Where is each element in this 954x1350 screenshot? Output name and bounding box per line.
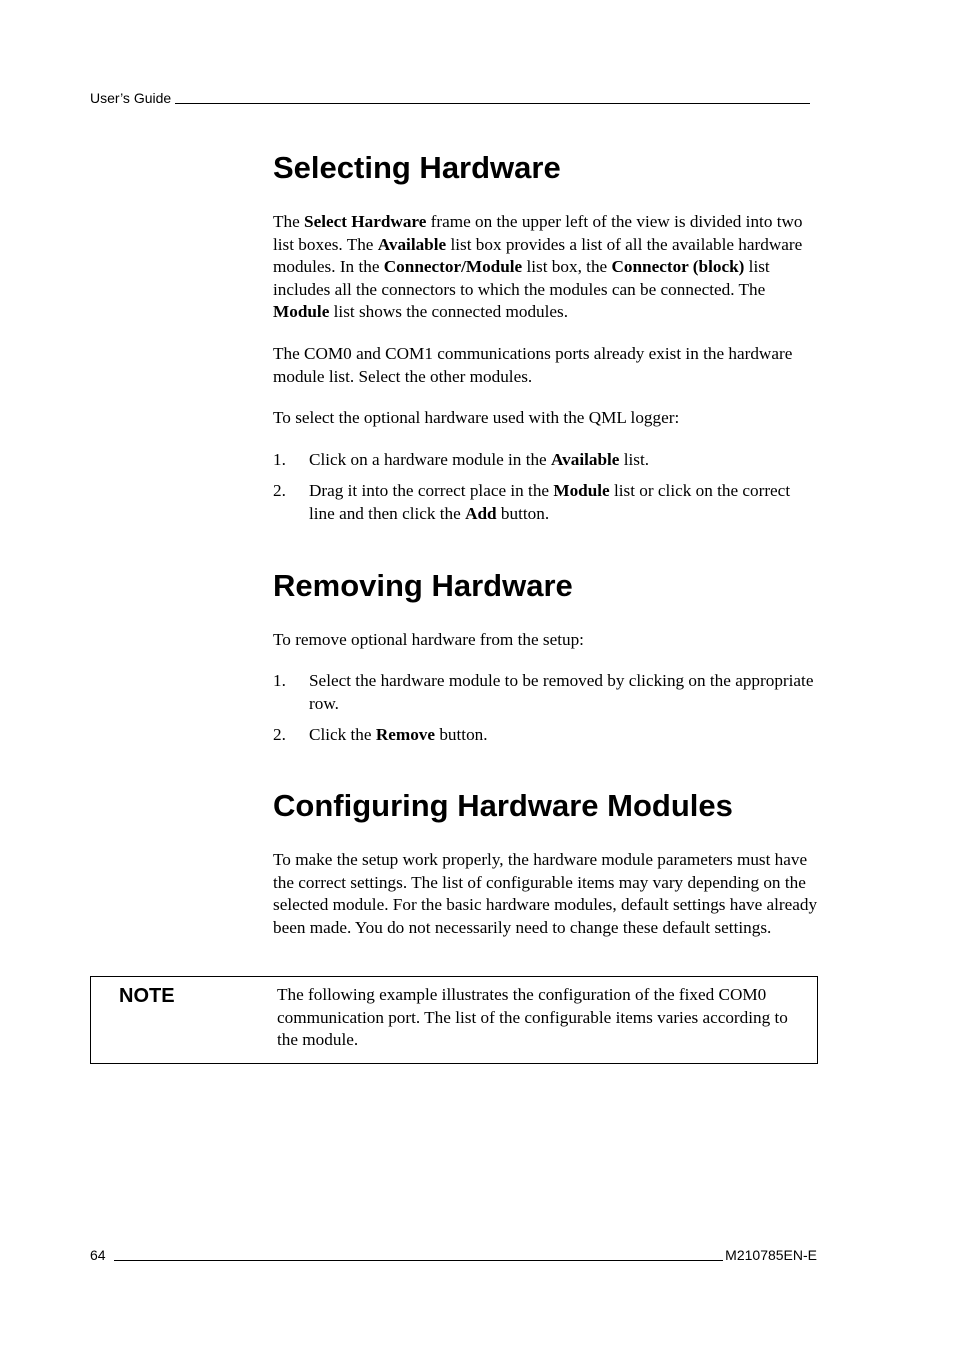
bold-term: Add xyxy=(465,503,497,523)
heading-selecting-hardware: Selecting Hardware xyxy=(273,150,561,185)
text: Click the xyxy=(309,725,376,745)
list-item xyxy=(273,480,818,525)
text: button. xyxy=(496,503,550,523)
text: list box, the xyxy=(522,257,612,277)
bold-term: Available xyxy=(551,449,620,469)
text: Select the hardware module to be removed by clicking on the appropriate row. xyxy=(309,671,814,713)
page-content xyxy=(273,148,818,958)
list-item xyxy=(273,449,818,472)
note-box xyxy=(90,976,818,1064)
bold-term: Available xyxy=(377,234,447,254)
list-item xyxy=(273,724,818,747)
heading-configuring-hardware-modules: Configuring Hardware Modules xyxy=(273,787,733,823)
paragraph-com-ports: The COM0 and COM1 communications ports already exist in the hardware module list. Select the other modules. xyxy=(273,343,793,386)
remove-steps-list xyxy=(273,670,818,747)
paragraph-select-steps-intro: To select the optional hardware used with the QML logger: xyxy=(273,408,680,428)
text: list box provides a list of all the available hardware modules. In the xyxy=(273,234,803,277)
paragraph-remove-intro: To remove optional hardware from the setup: xyxy=(273,629,584,649)
bold-term: Select Hardware xyxy=(304,212,427,231)
header-rule xyxy=(175,103,810,104)
note-label: NOTE xyxy=(119,985,175,1007)
step-number: 1. xyxy=(273,671,286,691)
step-number: 1. xyxy=(273,449,286,469)
header-title: User’s Guide xyxy=(90,90,172,106)
running-header xyxy=(90,86,810,106)
text: Click on a hardware module in the xyxy=(309,449,551,469)
text: list or click on the correct line and then click the xyxy=(309,481,791,523)
step-number: 2. xyxy=(273,481,286,501)
heading-removing-hardware: Removing Hardware xyxy=(273,567,573,603)
text: button. xyxy=(435,725,488,745)
text: list includes all the connectors to which the modules can be connected. The xyxy=(273,257,770,299)
bold-term: Connector (block) xyxy=(611,257,745,277)
paragraph-select-hardware-intro xyxy=(273,211,818,324)
text: list. xyxy=(619,449,650,469)
bold-term: Module xyxy=(273,302,330,322)
text: list shows the connected modules. xyxy=(329,302,569,322)
list-item xyxy=(273,670,818,715)
running-footer xyxy=(90,1243,817,1263)
bold-term: Module xyxy=(553,481,610,501)
paragraph-configure-intro: To make the setup work properly, the hardware module parameters must have the correct settings. The list of configurable items may vary depending on the selected module. For the basic hardware modules, default settings have already been made. You do not necessarily need to change these default settings. xyxy=(273,849,818,937)
text: frame on the upper left of the view is divided into two list boxes. The xyxy=(273,212,803,254)
doc-code: M210785EN-E xyxy=(725,1247,817,1263)
footer-rule xyxy=(114,1260,724,1261)
note-text: The following example illustrates the configuration of the fixed COM0 communication port. The list of the configurable items varies according to the module. xyxy=(277,985,788,1050)
page-number: 64 xyxy=(90,1247,106,1263)
bold-term: Remove xyxy=(375,725,436,745)
select-steps-list xyxy=(273,449,818,526)
text: The xyxy=(273,212,305,231)
bold-term: Connector/Module xyxy=(383,257,523,277)
step-number: 2. xyxy=(273,725,286,745)
text: Drag it into the correct place in the xyxy=(309,481,554,501)
